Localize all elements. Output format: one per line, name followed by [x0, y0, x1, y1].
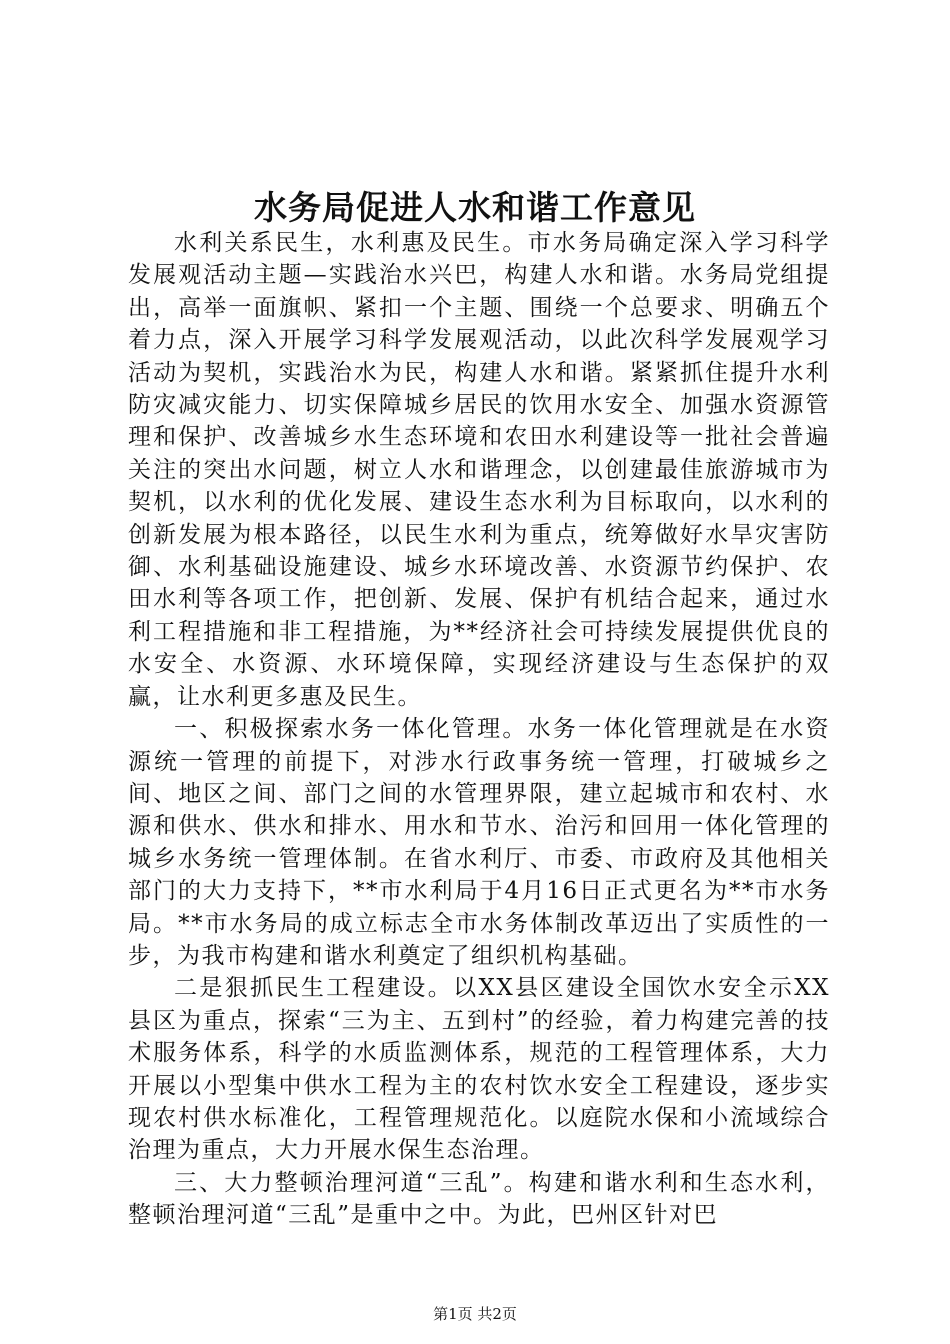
- paragraph-intro: 水利关系民生，水利惠及民生。市水务局确定深入学习科学发展观活动主题—实践治水兴巴，构建人水和谐。水务局党组提出，高举一面旗帜、紧扣一个主题、围绕一个总要求、明确五个着力点，深入开展学习科学发展观活动，以此次科学发展观学习活动为契机，实践治水为民，构建人水和谐。紧紧抓住提升水利防灾减灾能力、切实保障城乡居民的饮用水安全、加强水资源管理和保护、改善城乡水生态环境和农田水利建设等一批社会普遍关注的突出水问题，树立人水和谐理念，以创建最佳旅游城市为契机，以水利的优化发展、建设生态水利为目标取向，以水利的创新发展为根本路径，以民生水利为重点，统筹做好水旱灾害防御、水利基础设施建设、城乡水环境改善、水资源节约保护、农田水利等各项工作，把创新、发展、保护有机结合起来，通过水利工程措施和非工程措施，为**经济社会可持续发展提供优良的水安全、水资源、水环境保障，实现经济建设与生态保护的双赢，让水利更多惠及民生。: [128, 230, 830, 710]
- paragraph-section-3: 三、大力整顿治理河道“三乱”。构建和谐水利和生态水利，整顿治理河道“三乱”是重中之中。为此，巴州区针对巴: [128, 1169, 830, 1229]
- paragraph-section-1: 一、积极探索水务一体化管理。水务一体化管理就是在水资源统一管理的前提下，对涉水行政事务统一管理，打破城乡之间、地区之间、部门之间的水管理界限，建立起城市和农村、水源和供水、供水和排水、用水和节水、治污和回用一体化管理的城乡水务统一管理体制。在省水利厅、市委、市政府及其他相关部门的大力支持下，**市水利局于4月16日正式更名为**市水务局。**市水务局的成立标志全市水务体制改革迈出了实质性的一步，为我市构建和谐水利奠定了组织机构基础。: [128, 716, 830, 969]
- document-title: 水务局促进人水和谐工作意见: [254, 188, 696, 227]
- paragraph-section-2: 二是狠抓民生工程建设。以XX县区建设全国饮水安全示XX县区为重点，探索“三为主、五到村”的经验，着力构建完善的技术服务体系，科学的水质监测体系，规范的工程管理体系，大力开展以小型集中供水工程为主的农村饮水安全工程建设，逐步实现农村供水标准化，工程管理规范化。以庭院水保和小流域综合治理为重点，大力开展水保生态治理。: [128, 975, 830, 1164]
- page-number-footer: 第1页 共2页: [433, 1305, 517, 1323]
- document-body: [128, 227, 830, 1232]
